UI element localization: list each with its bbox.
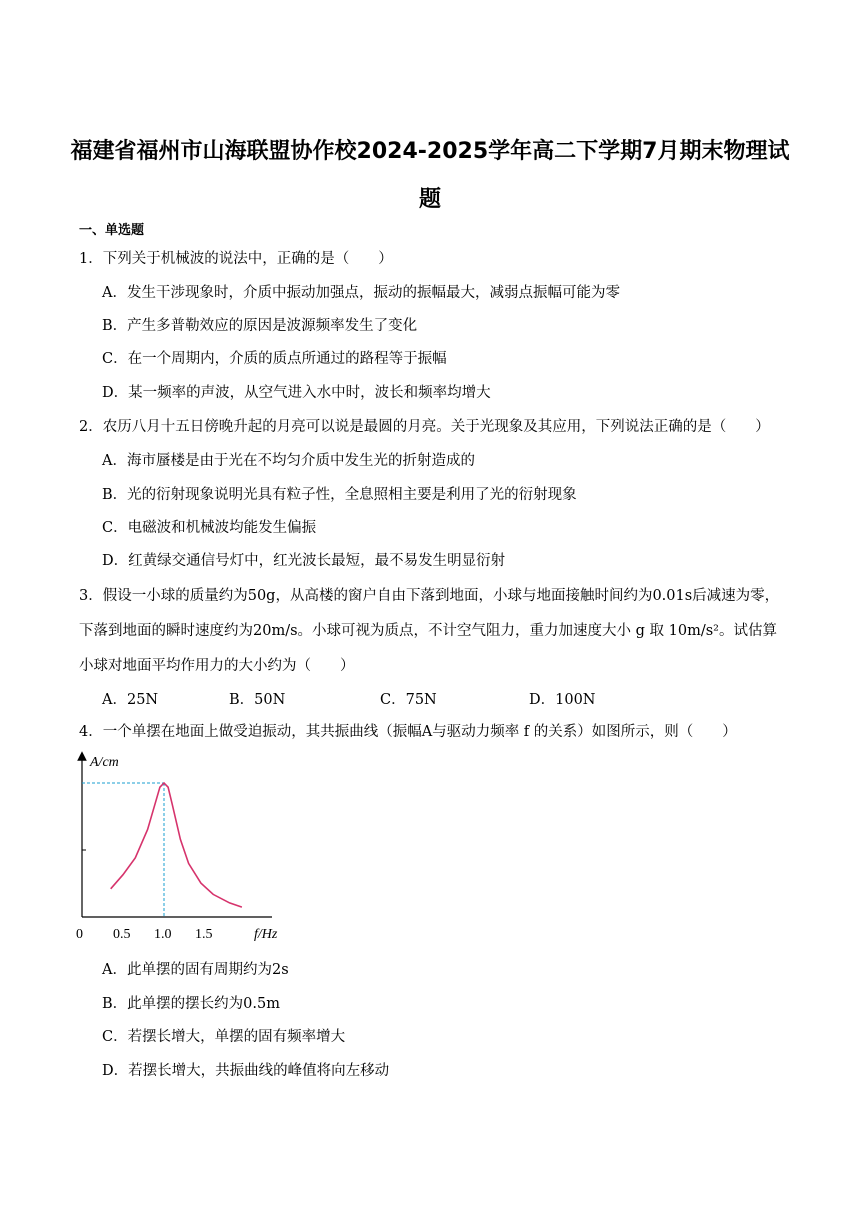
resonance-curve-chart bbox=[74, 748, 294, 948]
x-tick-label: 1.0 bbox=[154, 927, 172, 942]
question-2-stem: 2．农历八月十五日傍晚升起的月亮可以说是最圆的月亮。关于光现象及其应用，下列说法正确的是（ ） bbox=[79, 419, 770, 435]
question-1-option-c: C．在一个周期内，介质的质点所通过的路程等于振幅 bbox=[102, 351, 447, 367]
question-4-option-b: B．此单摆的摆长约为0.5m bbox=[102, 996, 280, 1012]
question-3-option-b: B．50N bbox=[229, 692, 286, 708]
question-1-option-b: B．产生多普勒效应的原因是波源频率发生了变化 bbox=[102, 318, 418, 334]
question-2-option-a: A．海市蜃楼是由于光在不均匀介质中发生光的折射造成的 bbox=[102, 453, 475, 469]
question-2-option-c: C．电磁波和机械波均能发生偏振 bbox=[102, 520, 317, 536]
question-3-option-c: C．75N bbox=[380, 692, 437, 708]
question-1-stem: 1．下列关于机械波的说法中，正确的是（ ） bbox=[79, 251, 393, 267]
x-tick-label: 0.5 bbox=[113, 927, 131, 942]
question-2-option-d: D．红黄绿交通信号灯中，红光波长最短，最不易发生明显衍射 bbox=[102, 553, 506, 569]
question-1-option-a: A．发生干涉现象时，介质中振动加强点，振动的振幅最大，减弱点振幅可能为零 bbox=[102, 285, 620, 301]
question-4-option-c: C．若摆长增大，单摆的固有频率增大 bbox=[102, 1029, 346, 1045]
x-axis-label: f/Hz bbox=[254, 927, 278, 942]
question-4-option-a: A．此单摆的固有周期约为2s bbox=[102, 962, 289, 978]
question-2-option-b: B．光的衍射现象说明光具有粒子性，全息照相主要是利用了光的衍射现象 bbox=[102, 487, 577, 503]
x-tick-label: 1.5 bbox=[195, 927, 213, 942]
question-3-stem-line-3: 小球对地面平均作用力的大小约为（ ） bbox=[79, 658, 355, 674]
y-axis-label: A/cm bbox=[90, 755, 119, 770]
section-heading: 一、单选题 bbox=[79, 223, 145, 238]
question-1-option-d: D．某一频率的声波，从空气进入水中时，波长和频率均增大 bbox=[102, 385, 491, 401]
page-title: 福建省福州市山海联盟协作校2024-2025学年高二下学期7月期末物理试题 bbox=[70, 139, 790, 212]
question-4-stem: 4．一个单摆在地面上做受迫振动，其共振曲线（振幅A与驱动力频率 f 的关系）如图所示，则（ ） bbox=[79, 724, 737, 740]
question-3-stem-line-1: 3．假设一小球的质量约为50g，从高楼的窗户自由下落到地面，小球与地面接触时间约为0.01s后减速为零， bbox=[79, 588, 780, 604]
question-3-option-d: D．100N bbox=[529, 692, 596, 708]
question-3-stem-line-2: 下落到地面的瞬时速度约为20m/s。小球可视为质点，不计空气阻力，重力加速度大小 g 取 10m/s²。试估算 bbox=[79, 623, 777, 639]
question-4-option-d: D．若摆长增大，共振曲线的峰值将向左移动 bbox=[102, 1063, 390, 1079]
resonance-curve bbox=[111, 783, 242, 907]
x-tick-label: 0 bbox=[76, 927, 83, 942]
question-3-option-a: A．25N bbox=[102, 692, 159, 708]
